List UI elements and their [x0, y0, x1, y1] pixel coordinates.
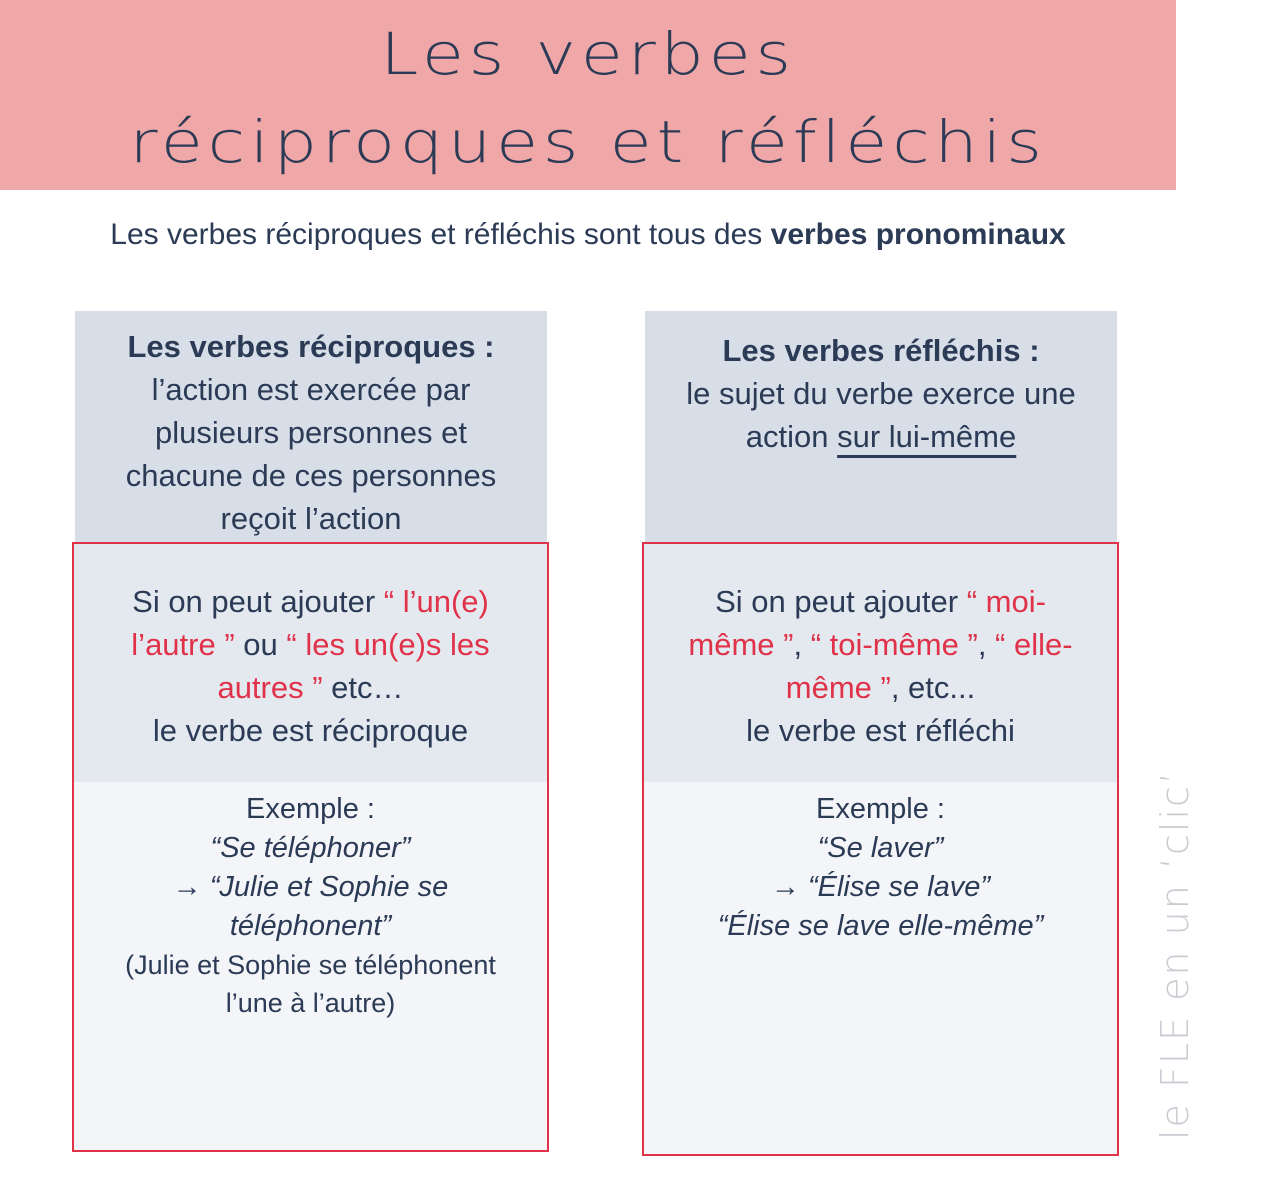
reflexive-rule-r1b: même ” — [688, 627, 794, 662]
reciprocal-example-label: Exemple : — [246, 793, 375, 825]
reflexive-title: Les verbes réfléchis : — [722, 333, 1040, 368]
reflexive-rule-r3: “ elle- — [995, 627, 1073, 662]
reflexive-rule-r1: “ moi- — [966, 584, 1046, 619]
reflexive-rule-p2: , — [793, 627, 811, 662]
reciprocal-header-box — [75, 311, 547, 544]
reflexive-rule-last: le verbe est réfléchi — [746, 713, 1015, 748]
reflexive-example — [644, 790, 1117, 946]
reflexive-def-underlined: sur lui-même — [837, 419, 1017, 454]
reciprocal-def-line-1: l’action est exercée par — [151, 372, 471, 407]
reciprocal-def-line-2: plusieurs personnes et — [155, 415, 467, 450]
reflexive-rule-p4: , etc... — [890, 670, 976, 705]
reflexive-rule — [644, 544, 1117, 782]
reciprocal-rule-r1b: l’autre ” — [131, 627, 235, 662]
intro-sentence — [0, 218, 1176, 252]
reciprocal-example-verb: “Se téléphoner” — [210, 832, 411, 864]
page-title-line-2: réciproques et réfléchis — [129, 108, 1047, 176]
reciprocal-frame — [72, 542, 549, 1152]
reflexive-frame — [642, 542, 1119, 1156]
reciprocal-rule-r2b: autres ” — [217, 670, 323, 705]
reflexive-header-box — [645, 311, 1117, 544]
reflexive-example-arrow: → “Élise se lave” — [770, 871, 991, 903]
reciprocal-rule-p1: Si on peut ajouter — [132, 584, 384, 619]
reciprocal-rule-p3: etc… — [322, 670, 404, 705]
reflexive-rule-p1: Si on peut ajouter — [715, 584, 967, 619]
reciprocal-example-arrow-2: téléphonent” — [229, 910, 392, 942]
reciprocal-example — [74, 790, 547, 1022]
reflexive-def-line-2: action — [745, 419, 838, 454]
reciprocal-rule — [74, 544, 547, 782]
reflexive-example-line-3: “Élise se lave elle-même” — [717, 910, 1044, 942]
watermark-text: le FLE en un ‘clic’ — [1153, 770, 1197, 1140]
reciprocal-def-line-3: chacune de ces personnes — [125, 458, 497, 493]
reciprocal-def-line-4: reçoit l’action — [220, 501, 402, 536]
intro-text: Les verbes réciproques et réfléchis sont tous des — [110, 218, 771, 251]
reciprocal-rule-r1: “ l’un(e) — [383, 584, 489, 619]
reciprocal-rule-last: le verbe est réciproque — [152, 713, 469, 748]
reflexive-def-line-1: le sujet du verbe exerce une — [686, 376, 1076, 411]
reciprocal-rule-r2: “ les un(e)s les — [286, 627, 490, 662]
reciprocal-example-note-1: (Julie et Sophie se téléphonent — [125, 950, 496, 980]
reflexive-rule-r2: “ toi-même ” — [810, 627, 978, 662]
reflexive-rule-p3: , — [977, 627, 996, 662]
reciprocal-rule-p2: ou — [234, 627, 287, 662]
reciprocal-example-note-2: l’une à l’autre) — [225, 988, 396, 1018]
reciprocal-example-arrow: → “Julie et Sophie se — [172, 871, 449, 903]
reflexive-rule-r3b: même ” — [785, 670, 891, 705]
title-banner — [0, 0, 1176, 190]
page-title-line-1: Les verbes — [380, 20, 796, 88]
reflexive-example-label: Exemple : — [816, 793, 945, 825]
reflexive-example-verb: “Se laver” — [817, 832, 944, 864]
reciprocal-title: Les verbes réciproques : — [127, 329, 495, 364]
intro-bold: verbes pronominaux — [770, 218, 1066, 251]
